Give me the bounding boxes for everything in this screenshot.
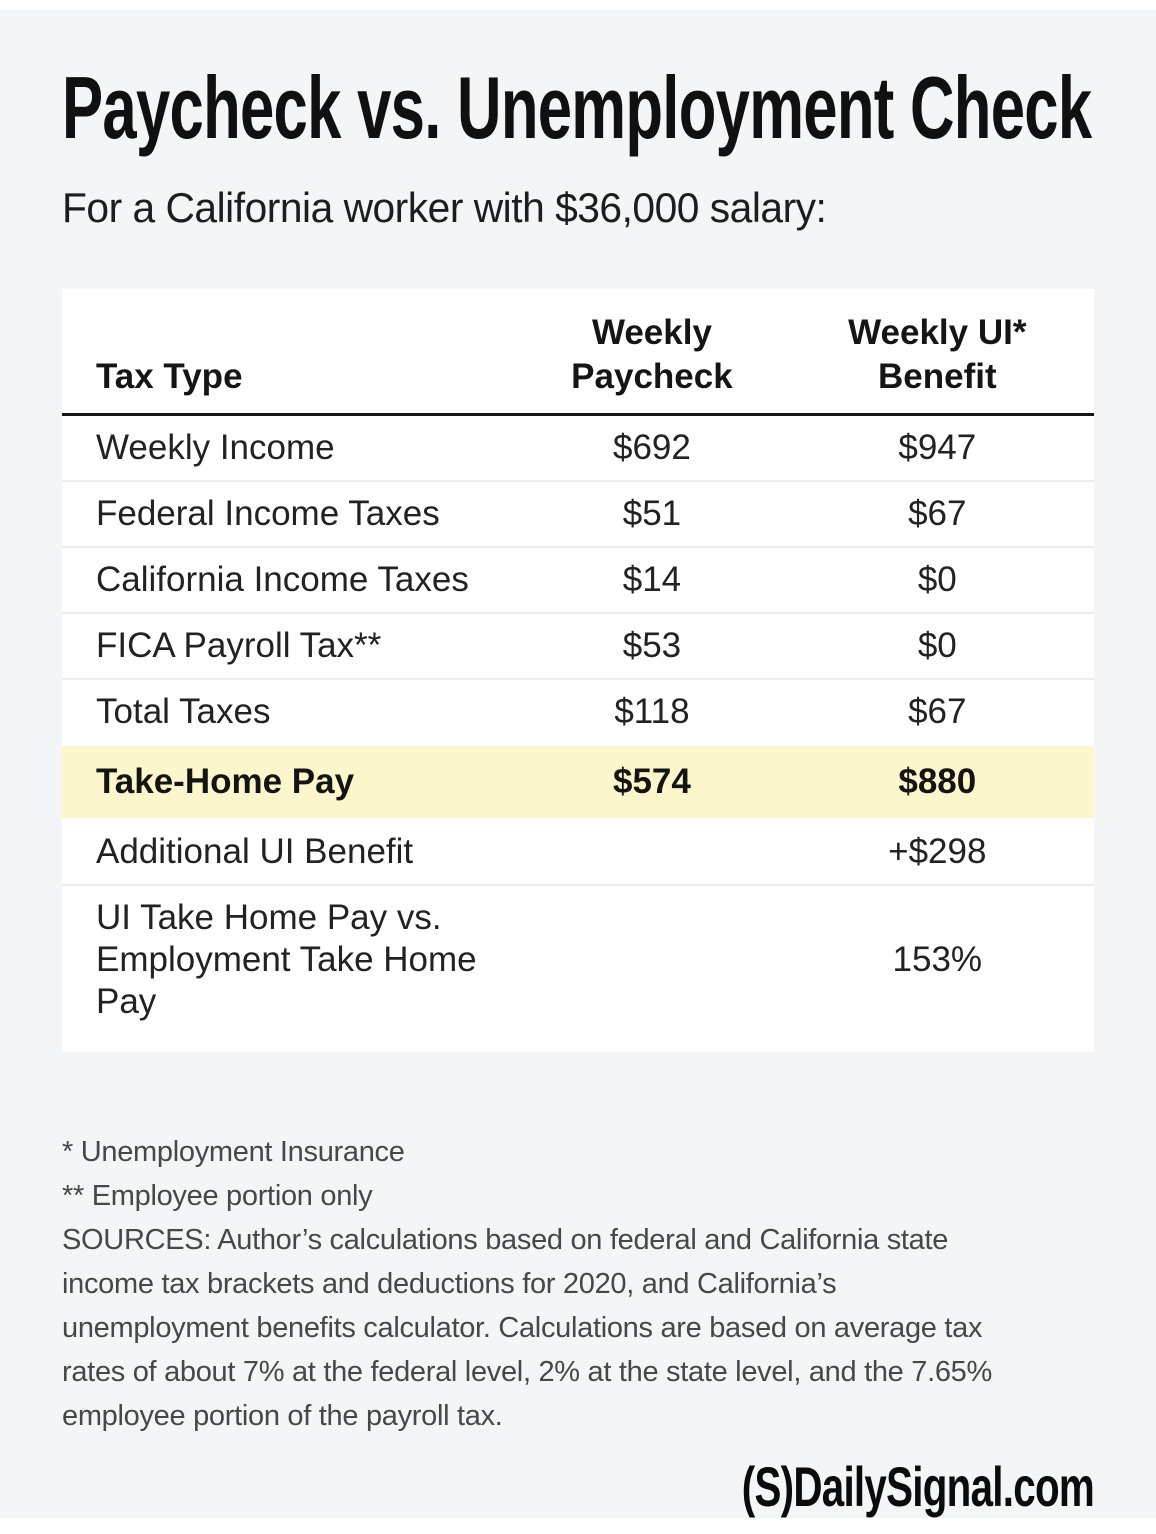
- row-label: FICA Payroll Tax**: [96, 625, 382, 665]
- column-header-line: Benefit: [877, 356, 997, 396]
- column-header-weekly-paycheck: [509, 311, 794, 399]
- table-row-highlight: [62, 744, 1094, 818]
- row-weekly-paycheck-value: $53: [622, 625, 682, 665]
- infographic-panel: [0, 10, 1156, 1518]
- row-weekly-paycheck-value: $692: [613, 427, 691, 467]
- footnote-employee-portion: ** Employee portion only: [62, 1179, 373, 1212]
- row-weekly-ui-benefit-value: $0: [917, 559, 957, 599]
- footnote-sources: SOURCES: Author’s calculations based on federal and California state income tax brackets and deductions for 2020, and California’s unemployment benefits calculator. Calculations are based on average tax rates of about 7% at the federal level, 2% at the state level, and the 7.65% employee portion of the payroll tax.: [62, 1223, 992, 1432]
- row-weekly-ui-benefit-value: $947: [898, 427, 977, 467]
- table-body: [62, 416, 1094, 1034]
- table-row: [62, 480, 1094, 546]
- column-header-weekly-ui-benefit: [795, 311, 1080, 399]
- row-weekly-paycheck-value: $574: [613, 761, 691, 801]
- row-label: Total Taxes: [96, 691, 271, 731]
- table-row: [62, 884, 1094, 1034]
- table-row: [62, 612, 1094, 678]
- row-label: Federal Income Taxes: [96, 493, 440, 533]
- row-weekly-ui-benefit-value: 153%: [892, 939, 983, 979]
- row-label: Take-Home Pay: [96, 761, 355, 801]
- column-header-line: Weekly: [591, 312, 712, 352]
- row-weekly-ui-benefit-value: $0: [917, 625, 957, 665]
- table-row: [62, 546, 1094, 612]
- table-row: [62, 818, 1094, 884]
- footnote-unemployment-insurance: * Unemployment Insurance: [62, 1135, 405, 1168]
- table-row: [62, 678, 1094, 744]
- row-weekly-ui-benefit-value: $67: [908, 493, 967, 533]
- page-title: Paycheck vs. Unemployment Check: [62, 58, 1092, 157]
- table-row: [62, 416, 1094, 480]
- column-header-line: Paycheck: [571, 356, 733, 396]
- row-weekly-paycheck-value: $14: [622, 559, 682, 599]
- page-subtitle: For a California worker with $36,000 salary:: [62, 184, 827, 232]
- row-weekly-paycheck-value: $118: [614, 691, 690, 731]
- row-weekly-ui-benefit-value: $67: [908, 691, 967, 731]
- table-header-row: [62, 289, 1094, 416]
- daily-signal-logo: (S)DailySignal.com: [741, 1454, 1094, 1518]
- row-label: California Income Taxes: [96, 559, 469, 599]
- row-label: Weekly Income: [96, 427, 335, 467]
- row-label: Additional UI Benefit: [96, 831, 414, 871]
- row-weekly-ui-benefit-value: $880: [898, 761, 977, 801]
- row-label: UI Take Home Pay vs. Employment Take Home Pay: [96, 897, 477, 1021]
- row-weekly-paycheck-value: $51: [622, 493, 682, 533]
- column-header-line: Weekly UI*: [848, 312, 1027, 352]
- row-weekly-ui-benefit-value: +$298: [888, 831, 987, 871]
- comparison-table: [62, 289, 1094, 1052]
- footnotes: [62, 1130, 1007, 1438]
- column-header-tax-type: Tax Type: [96, 356, 243, 396]
